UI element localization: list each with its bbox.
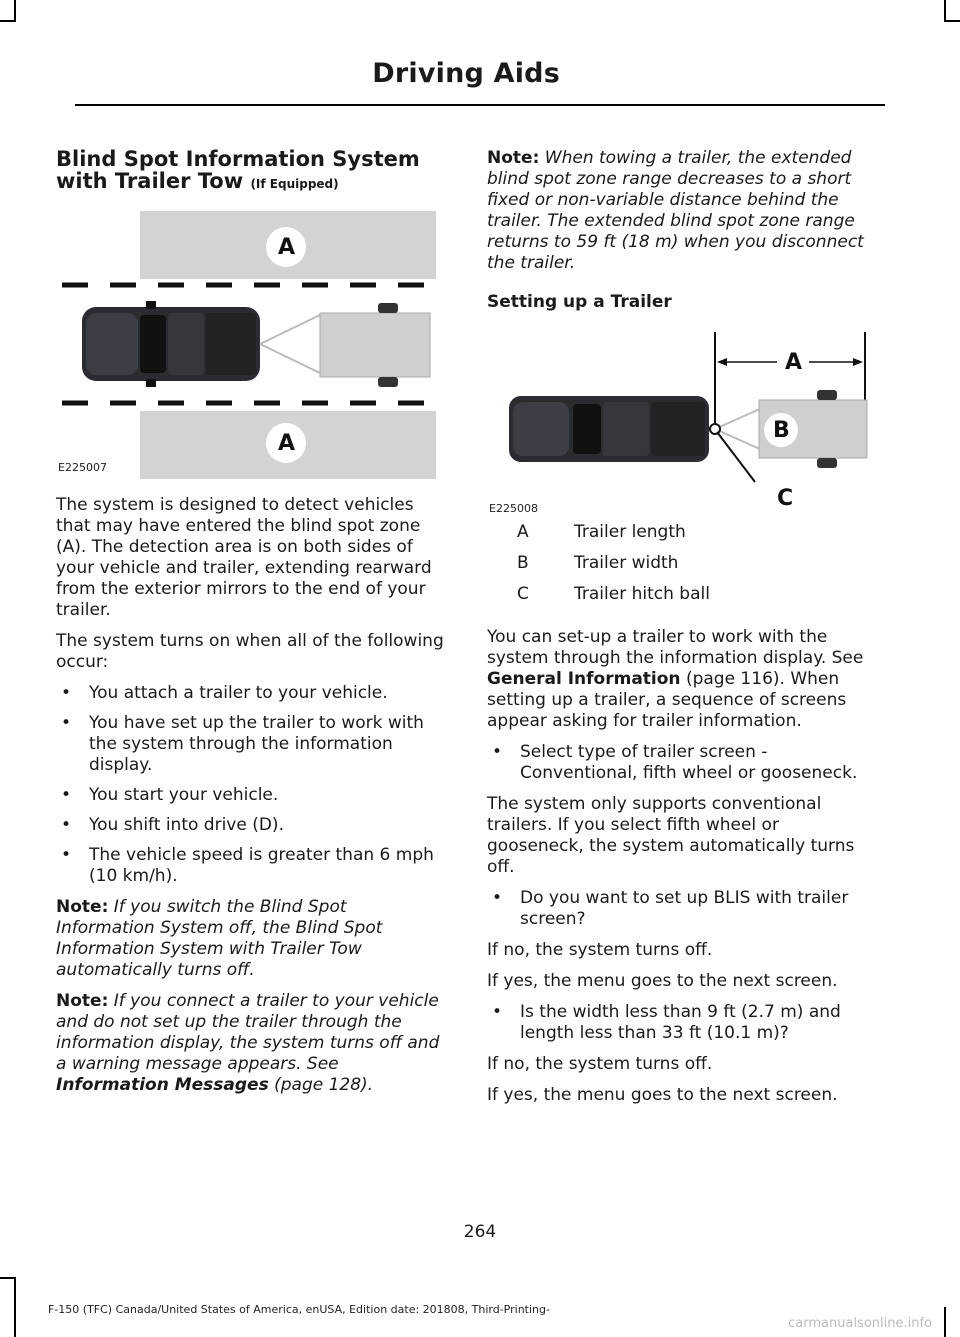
figure-blind-spot-zones [56,209,446,481]
crop-mark [944,20,960,22]
paragraph-text: You can set-up a trailer to work with the system through the information display. See [487,627,864,668]
note-label: Note: [56,897,109,917]
legend-row [517,522,710,553]
paragraph [487,627,877,732]
left-column [56,148,446,1106]
figure-legend [517,522,710,615]
section-title [56,148,446,195]
list-item: • You attach a trailer to your vehicle. [56,683,446,704]
paragraph-text: (page 116). When setting up a trailer, a sequence of screens appear asking for trailer information. [487,669,847,731]
paragraph: If yes, the menu goes to the next screen. [487,971,838,991]
bullet-list [487,742,877,784]
crop-mark [944,1307,946,1337]
paragraph: The system only supports conventional trailers. If you select fifth wheel or gooseneck, the system automatically turns off. [487,794,855,877]
header-divider [75,104,885,106]
right-column [487,148,877,1116]
note [487,148,877,274]
legend-key: A [517,522,529,542]
section-title-text: Blind Spot Information System with Trailer Tow [56,147,420,193]
figure-id: E225008 [489,502,538,515]
list-item: • Select type of trailer screen - Conventional, fifth wheel or gooseneck. [487,742,877,784]
paragraph: If no, the system turns off. [487,940,713,960]
subheading: Setting up a Trailer [487,292,672,312]
legend-value: Trailer length [574,522,686,542]
crop-mark [944,0,946,22]
if-equipped-label: (If Equipped) [250,177,339,191]
legend-value: Trailer width [574,553,679,573]
paragraph: The system turns on when all of the following occur: [56,631,444,672]
conditions-list [56,683,446,887]
zone-letter-top: A [278,235,296,260]
dimension-letter-b: B [773,418,790,443]
paragraph: The system is designed to detect vehicles that may have entered the blind spot zone (A). The detection area is on both sides of your vehicle and trailer, extending rearward from the exterior mirrors to the end of your trailer. [56,495,432,620]
legend-key: B [517,553,529,573]
legend-value: Trailer hitch ball [574,584,710,604]
bullet-list [487,888,877,930]
dimension-letter-c: C [777,486,794,511]
page-title: Driving Aids [372,58,560,89]
figure-trailer-setup [487,324,879,515]
list-item: • You shift into drive (D). [56,815,446,836]
note [56,991,446,1096]
crop-mark [0,20,16,22]
page-number: 264 [463,1222,497,1242]
note-label: Note: [487,148,540,168]
crop-mark [14,0,16,22]
list-item: • Is the width less than 9 ft (2.7 m) and length less than 33 ft (10.1 m)? [487,1002,877,1044]
dimension-letter-a: A [785,350,803,375]
legend-key: C [517,584,529,604]
list-item: • The vehicle speed is greater than 6 mph (10 km/h). [56,845,446,887]
blind-spot-diagram [56,209,446,481]
truck-icon [82,301,260,387]
list-item: • You start your vehicle. [56,785,446,806]
watermark: carmanualsonline.info [788,1316,932,1331]
legend-row [517,584,710,615]
legend-row [517,553,710,584]
note-text: When towing a trailer, the extended blind spot zone range decreases to a short fixed or non-variable distance behind the trailer. The extended blind spot zone range returns to 59 ft (18 m) when you disconnect the trailer. [487,148,864,273]
crop-mark [14,1277,16,1337]
list-item: • Do you want to set up BLIS with trailer screen? [487,888,877,930]
crop-mark [0,1277,16,1279]
paragraph: If no, the system turns off. [487,1054,713,1074]
paragraph: If yes, the menu goes to the next screen. [487,1085,838,1105]
trailer-setup-diagram [487,324,879,512]
xref-link[interactable]: Information Messages [56,1075,269,1095]
xref-page: (page 128). [274,1075,374,1095]
xref-link[interactable]: General Information [487,669,681,689]
note-text: If you switch the Blind Spot Information System off, the Blind Spot Information System with Trailer Tow automatically turns off. [56,897,383,980]
footer-text: F-150 (TFC) Canada/United States of America, enUSA, Edition date: 201808, Third-Printing- [48,1303,550,1316]
zone-letter-bottom: A [278,431,296,456]
bullet-list [487,1002,877,1044]
trailer-icon [320,303,430,387]
note-text: If you connect a trailer to your vehicle and do not set up the trailer through the information display, the system turns off and a warning message appears. See [56,991,440,1074]
list-item: • You have set up the trailer to work with the system through the information display. [56,713,446,776]
truck-icon [509,396,709,462]
note [56,897,446,981]
note-label: Note: [56,991,109,1011]
figure-id: E225007 [58,461,107,474]
